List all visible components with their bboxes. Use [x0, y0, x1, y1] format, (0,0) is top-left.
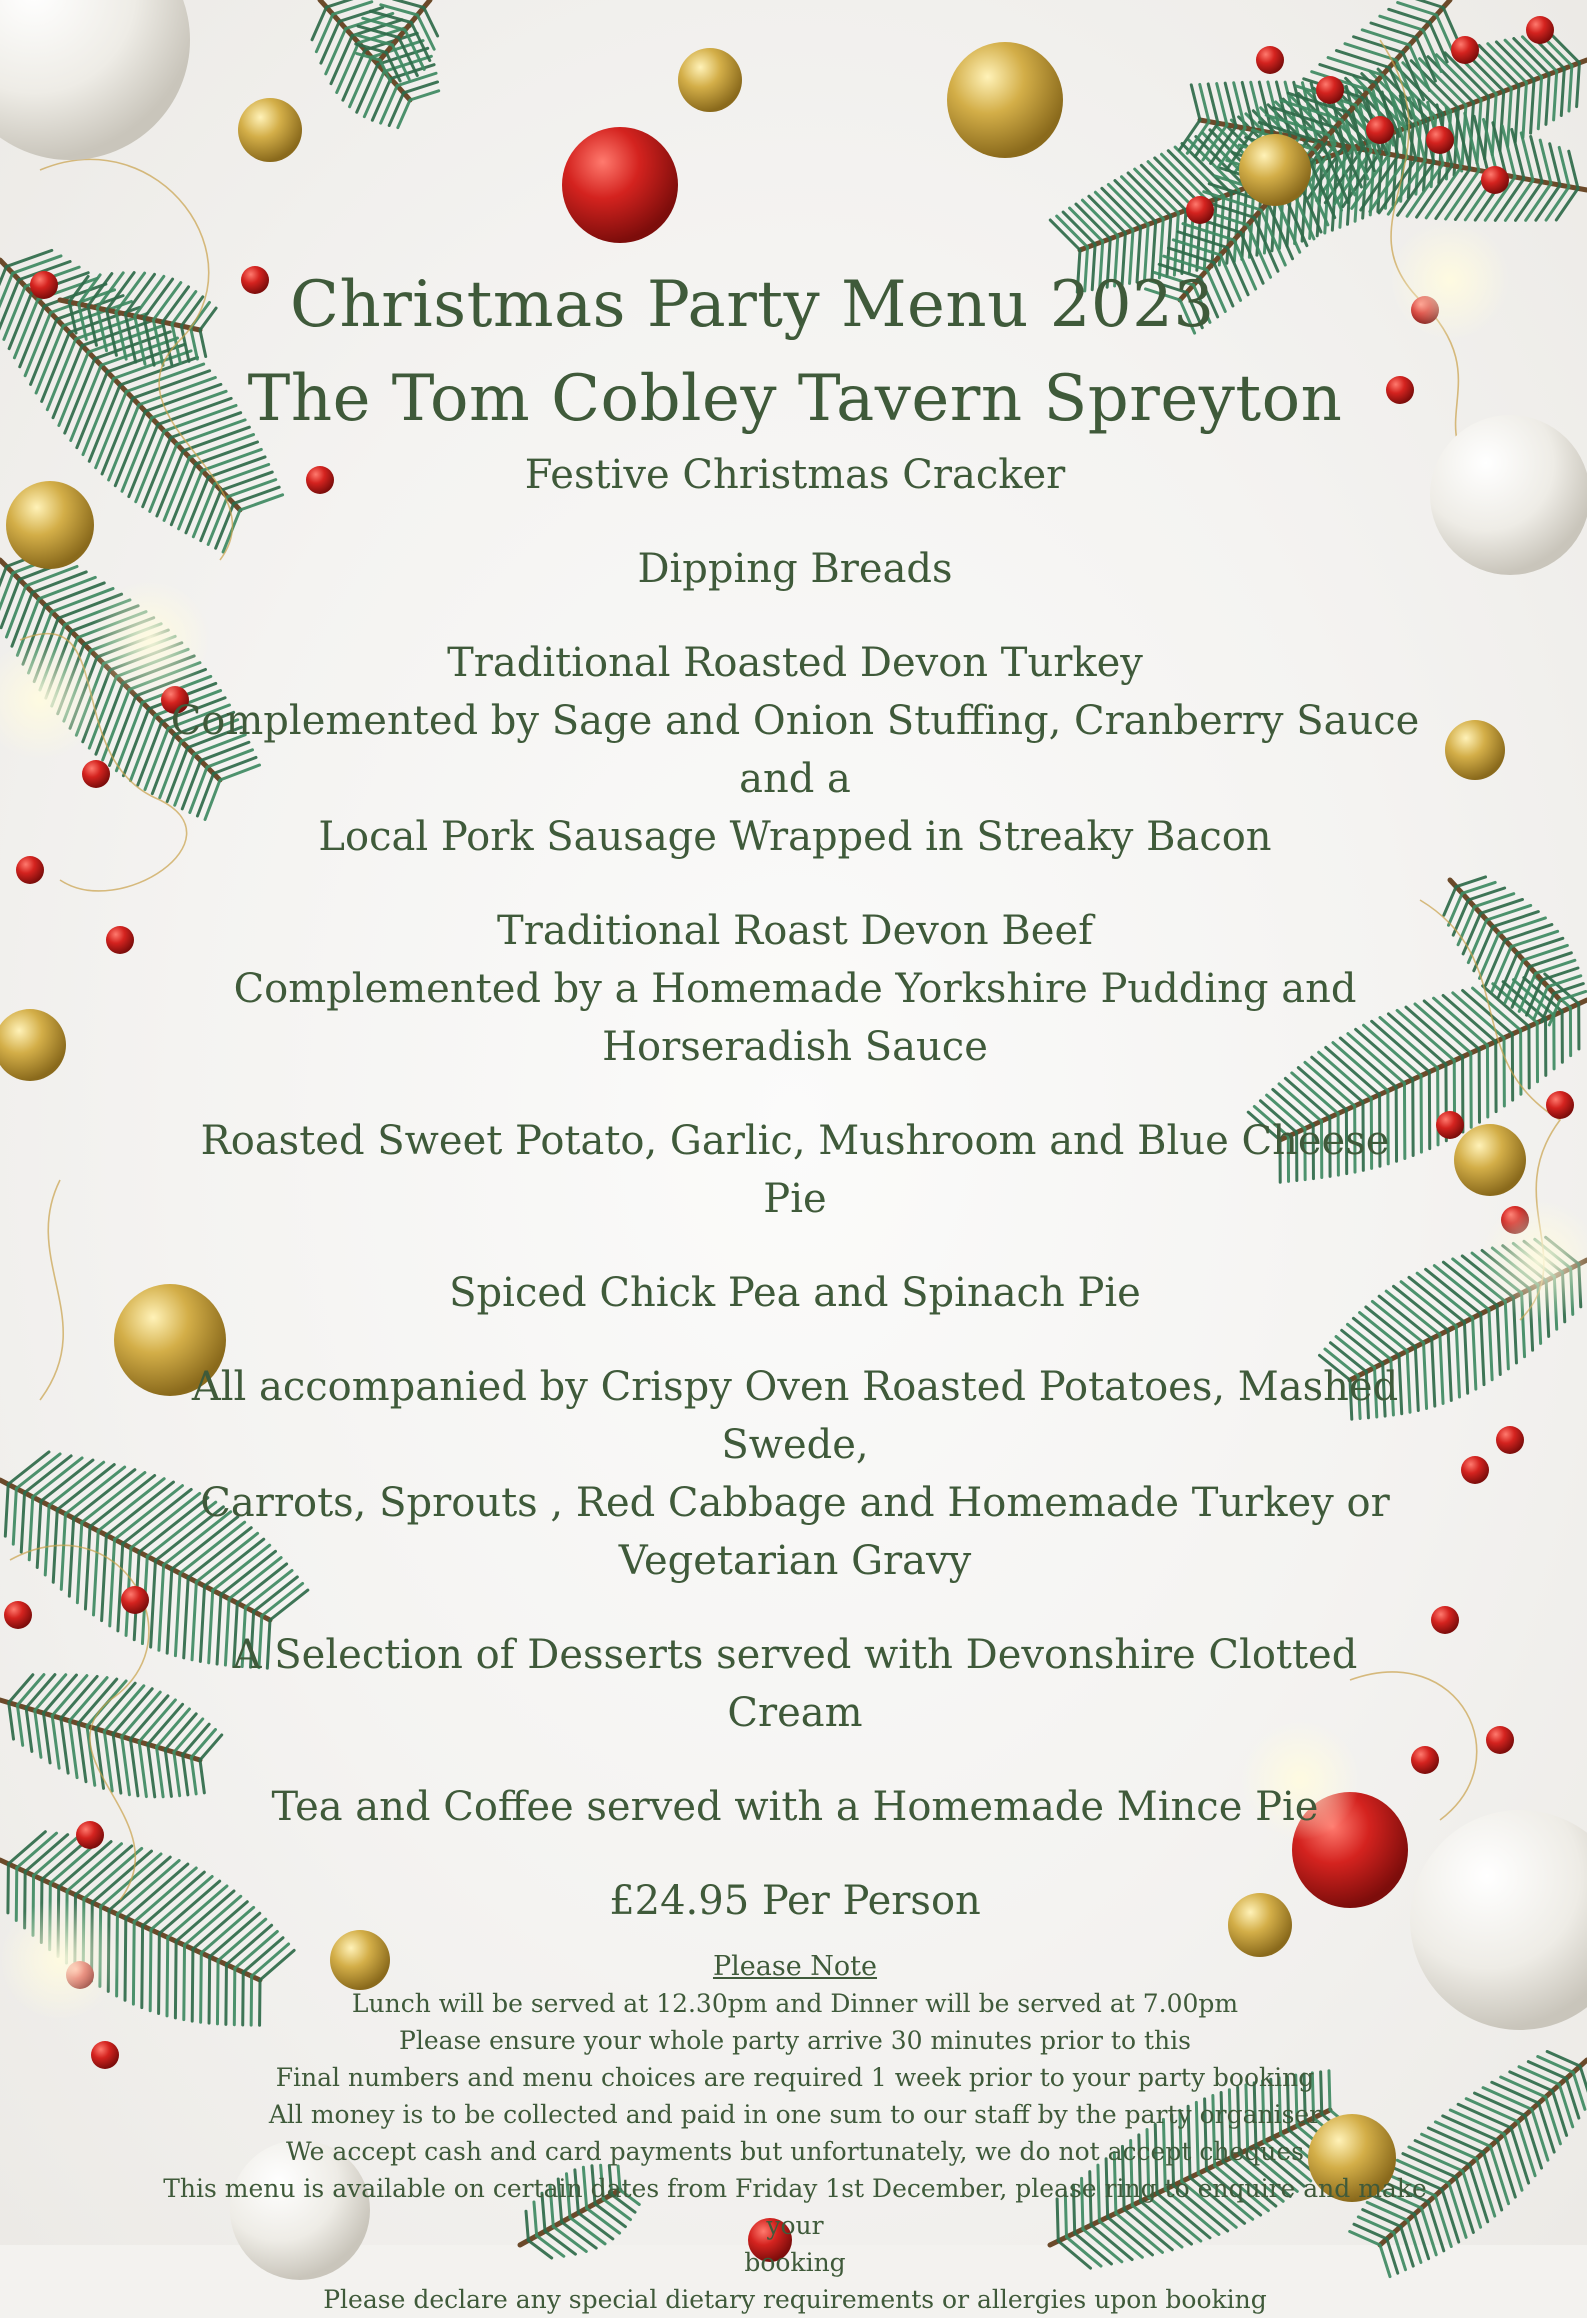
veg-pie-line-2: Pie — [160, 1170, 1430, 1228]
menu-item-tea: Tea and Coffee served with a Homemade Mince Pie — [160, 1778, 1430, 1836]
turkey-desc-2: Local Pork Sausage Wrapped in Streaky Bacon — [160, 808, 1430, 866]
red-berry — [1256, 46, 1284, 74]
red-berry — [4, 1601, 32, 1629]
gold-bauble — [0, 1009, 66, 1081]
turkey-name: Traditional Roasted Devon Turkey — [160, 634, 1430, 692]
gold-bauble — [947, 42, 1063, 158]
red-berry — [1436, 1111, 1464, 1139]
red-berry — [1431, 1606, 1459, 1634]
menu-item-veg-pie — [160, 1112, 1430, 1228]
fairy-light-glow — [0, 1900, 120, 2020]
note-line: We accept cash and card payments but unfortunately, we do not accept cheques — [160, 2133, 1430, 2170]
gold-bauble — [1445, 720, 1505, 780]
beef-name: Traditional Roast Devon Beef — [160, 902, 1430, 960]
sides-line-1: All accompanied by Crispy Oven Roasted Potatoes, Mashed Swede, — [160, 1358, 1430, 1474]
turkey-desc-1: Complemented by Sage and Onion Stuffing, Cranberry Sauce and a — [160, 692, 1430, 808]
sides-line-2: Carrots, Sprouts , Red Cabbage and Homemade Turkey or — [160, 1474, 1430, 1532]
gold-bauble — [1454, 1124, 1526, 1196]
menu-title — [160, 258, 1430, 446]
red-berry — [121, 1586, 149, 1614]
title-line-2: The Tom Cobley Tavern Spreyton — [160, 352, 1430, 446]
menu-price: £24.95 Per Person — [160, 1872, 1430, 1930]
menu-item-chickpea-pie: Spiced Chick Pea and Spinach Pie — [160, 1264, 1430, 1322]
menu-item-breads: Dipping Breads — [160, 540, 1430, 598]
note-line: booking — [160, 2244, 1430, 2281]
silver-bauble — [1430, 415, 1587, 575]
red-berry — [1496, 1426, 1524, 1454]
gold-bauble — [238, 98, 302, 162]
gold-wire — [40, 1180, 63, 1400]
note-line: Lunch will be served at 12.30pm and Dinner will be served at 7.00pm — [160, 1985, 1430, 2022]
note-line: Please declare any special dietary requirements or allergies upon booking — [160, 2281, 1430, 2318]
red-berry — [76, 1821, 104, 1849]
silver-bauble — [1410, 1810, 1587, 2030]
silver-bauble — [0, 0, 190, 160]
gold-bauble — [1239, 134, 1311, 206]
red-berry — [106, 926, 134, 954]
red-berry — [16, 856, 44, 884]
fairy-light-glow — [0, 640, 100, 760]
beef-desc-2: Horseradish Sauce — [160, 1018, 1430, 1076]
red-berry — [1486, 1726, 1514, 1754]
menu-content — [160, 258, 1430, 2318]
red-berry — [30, 271, 58, 299]
red-berry — [1481, 166, 1509, 194]
note-line: Please ensure your whole party arrive 30 minutes prior to this — [160, 2022, 1430, 2059]
menu-item-cracker: Festive Christmas Cracker — [160, 446, 1430, 504]
beef-desc-1: Complemented by a Homemade Yorkshire Pudding and — [160, 960, 1430, 1018]
menu-item-sides — [160, 1358, 1430, 1590]
red-berry — [1186, 196, 1214, 224]
menu-item-desserts: A Selection of Desserts served with Devonshire Clotted Cream — [160, 1626, 1430, 1742]
fairy-light-glow — [1480, 1200, 1587, 1320]
note-line: Final numbers and menu choices are required 1 week prior to your party booking — [160, 2059, 1430, 2096]
menu-item-beef — [160, 902, 1430, 1076]
note-line: All money is to be collected and paid in one sum to our staff by the party organiser — [160, 2096, 1430, 2133]
gold-bauble — [678, 48, 742, 112]
gold-bauble — [6, 481, 94, 569]
sides-line-3: Vegetarian Gravy — [160, 1532, 1430, 1590]
red-berry — [82, 760, 110, 788]
veg-pie-line-1: Roasted Sweet Potato, Garlic, Mushroom and Blue Cheese — [160, 1112, 1430, 1170]
notes-heading: Please Note — [160, 1948, 1430, 1985]
menu-item-turkey — [160, 634, 1430, 866]
red-berry — [91, 2041, 119, 2069]
red-berry — [1451, 36, 1479, 64]
red-berry — [1546, 1091, 1574, 1119]
notes-section — [160, 1948, 1430, 2318]
note-line: This menu is available on certain dates from Friday 1st December, please ring to enquire and make your — [160, 2170, 1430, 2244]
red-berry — [1461, 1456, 1489, 1484]
title-line-1: Christmas Party Menu 2023 — [160, 258, 1430, 352]
red-berry — [1316, 76, 1344, 104]
red-berry — [1426, 126, 1454, 154]
red-berry — [1526, 16, 1554, 44]
red-bauble — [562, 127, 678, 243]
red-berry — [1366, 116, 1394, 144]
